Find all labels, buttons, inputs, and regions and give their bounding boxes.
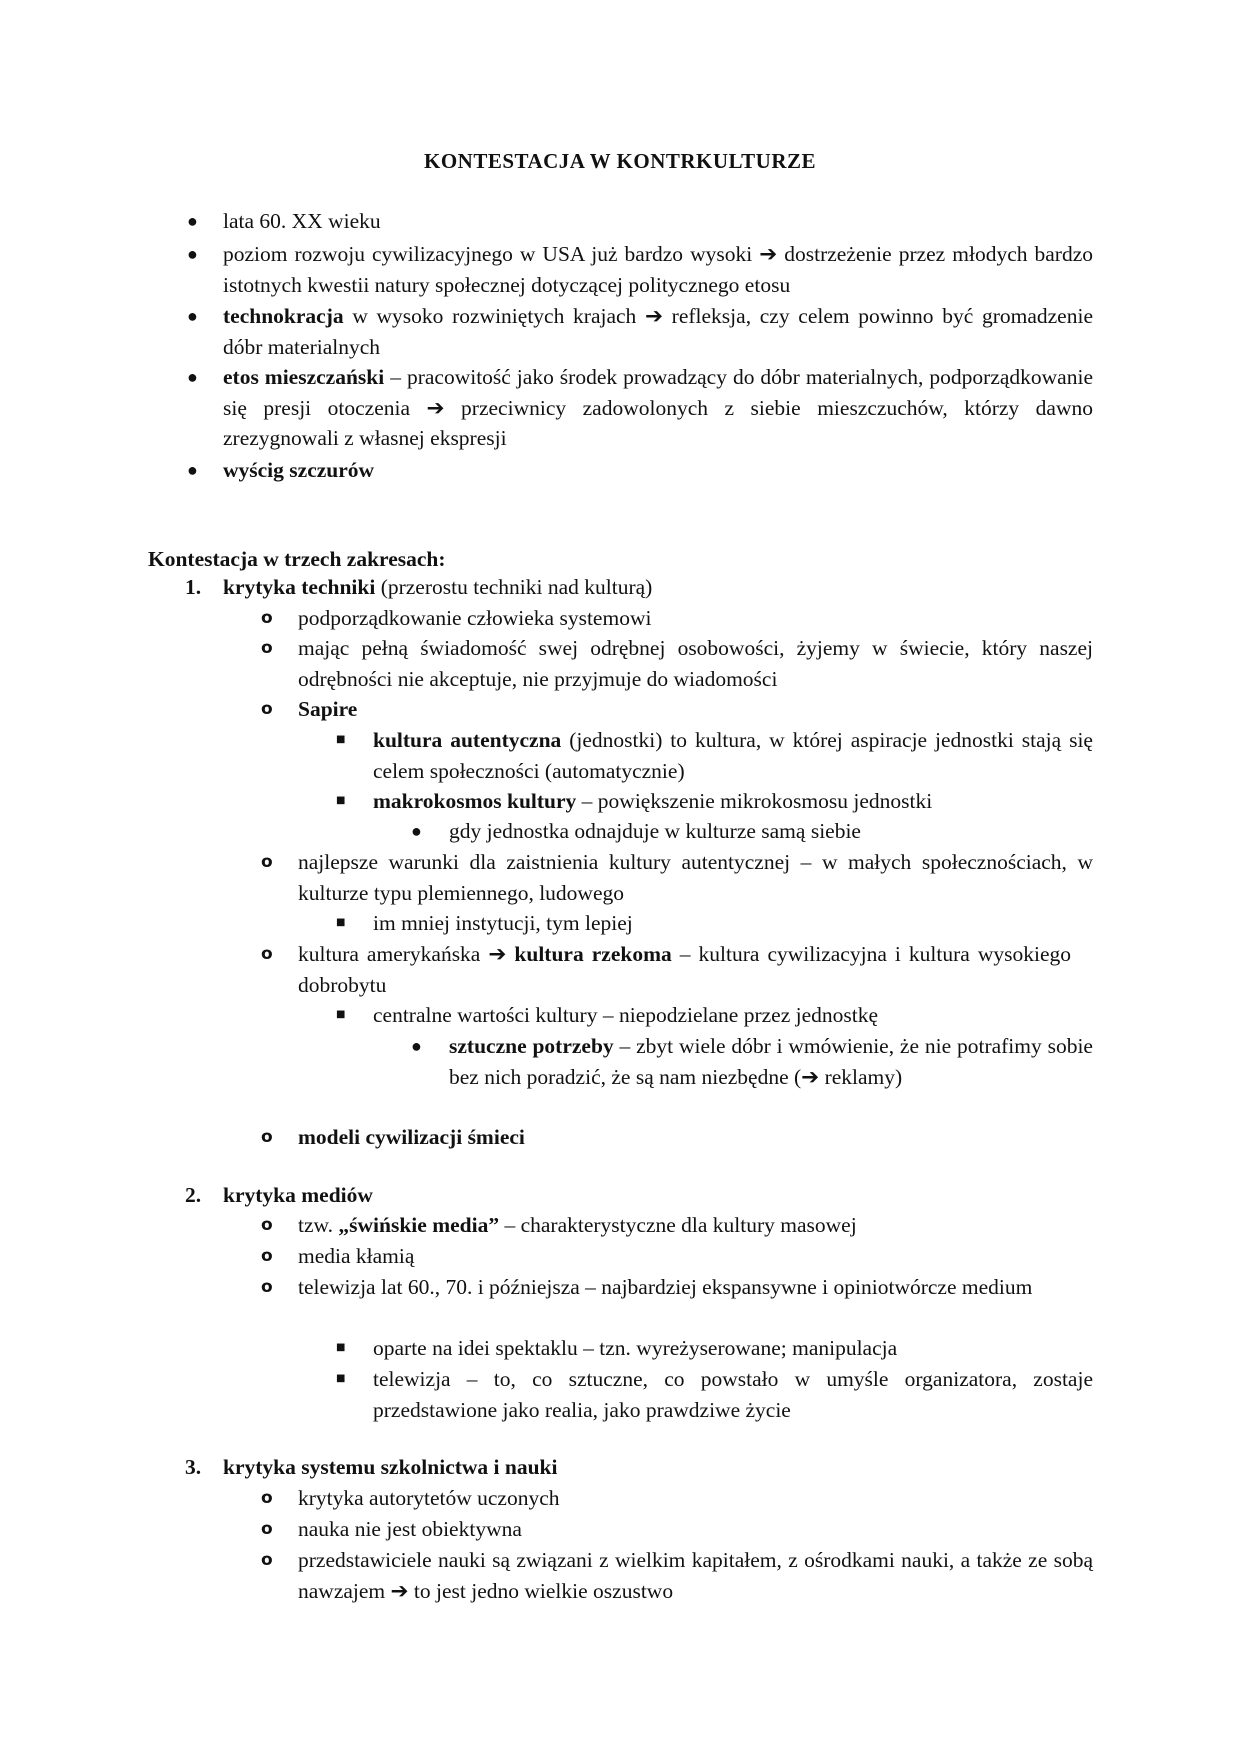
sapire-item-2-sub: gdy jednostka odnajduje w kulturze samą siebie [449,819,861,843]
bullet-circle: o [261,699,273,719]
bullet-circle: o [261,1488,273,1508]
intro-item-1: lata 60. XX wieku [223,209,381,233]
intro-item-2: poziom rozwoju cywilizacyjnego w USA już bardzo wysoki ➔ dostrzeżenie przez młodych bardzo istotnych kwestii natury społecznej dotyczącej politycznego etosu [223,242,1093,297]
s2-item-c-sub1: oparte na idei spektaklu – tzn. wyreżyserowane; manipulacja [373,1336,898,1360]
intro-item-5: wyścig szczurów [223,458,375,482]
bullet-circle: o [261,608,273,628]
page-title: KONTESTACJA W KONTRKULTURZE [424,149,816,173]
s1-item-d-subsub: sztuczne potrzeby – zbyt wiele dóbr i wmówienie, że nie potrafimy sobie bez nich poradzić, że są nam niezbędne (➔ reklamy) [449,1034,1093,1089]
sapire-item-2: makrokosmos kultury – powiększenie mikrokosmosu jednostki [373,789,933,813]
bullet-circle: o [261,638,273,658]
bullet-circle: o [261,1215,273,1235]
s1-item-d-sub: centralne wartości kultury – niepodzielane przez jednostkę [373,1003,879,1027]
bullet-disc: ● [187,244,198,264]
bullet-square: ■ [336,795,346,806]
s1-item-sapire: Sapire [298,697,358,721]
bullet-circle: o [261,1519,273,1539]
list-number: 2. [185,1183,202,1207]
bullet-disc: ● [187,460,198,480]
bullet-square: ■ [336,1373,346,1384]
section-1-title: krytyka techniki (przerostu techniki nad kulturą) [223,575,653,599]
section-heading: Kontestacja w trzech zakresach: [148,547,446,571]
s3-item-a: krytyka autorytetów uczonych [298,1486,560,1510]
bullet-square: ■ [336,1342,346,1353]
intro-item-3: technokracja w wysoko rozwiniętych krajach ➔ refleksja, czy celem powinno być gromadzenie dóbr materialnych [223,304,1093,359]
s2-item-c-sub2: telewizja – to, co sztuczne, co powstało w umyśle organizatora, zostaje przedstawione jako realia, jako prawdziwe życie [373,1367,1093,1422]
bullet-disc: ● [411,821,422,841]
list-number: 1. [185,575,202,599]
s1-item-c-sub: im mniej instytucji, tym lepiej [373,911,633,935]
section-2-title: krytyka mediów [223,1183,373,1207]
bullet-circle: o [261,852,273,872]
s1-item-b: mając pełną świadomość swej odrębnej osobowości, żyjemy w świecie, który naszej odrębności nie akceptuje, nie przyjmuje do wiadomości [298,636,1093,691]
s2-item-b: media kłamią [298,1244,415,1268]
bullet-disc: ● [187,211,198,231]
s3-item-b: nauka nie jest obiektywna [298,1517,522,1541]
bullet-circle: o [261,944,273,964]
s3-item-c: przedstawiciele nauki są związani z wielkim kapitałem, z ośrodkami nauki, a także ze sobą nawzajem ➔ to jest jedno wielkie oszustwo [298,1548,1093,1603]
s1-item-c: najlepsze warunki dla zaistnienia kultury autentycznej – w małych społecznościach, w kulturze typu plemiennego, ludowego [298,850,1093,905]
bullet-square: ■ [336,917,346,928]
intro-item-4: etos mieszczański – pracowitość jako środek prowadzący do dóbr materialnych, podporządkowanie się presji otoczenia ➔ przeciwnicy zadowolonych z siebie mieszczuchów, którzy dawno zrezygnowali z własnej ekspresji [223,365,1093,450]
bullet-circle: o [261,1127,273,1147]
bullet-circle: o [261,1550,273,1570]
s2-item-a: tzw. „świńskie media” – charakterystyczne dla kultury masowej [298,1213,857,1237]
bullet-circle: o [261,1246,273,1266]
bullet-circle: o [261,1277,273,1297]
list-number: 3. [185,1455,202,1479]
bullet-disc: ● [187,306,198,326]
bullet-disc: ● [411,1036,422,1056]
bullet-square: ■ [336,1009,346,1020]
s1-item-a: podporządkowanie człowieka systemowi [298,606,652,630]
section-3-title: krytyka systemu szkolnictwa i nauki [223,1455,558,1479]
s2-item-c: telewizja lat 60., 70. i późniejsza – najbardziej ekspansywne i opiniotwórcze medium [298,1275,1033,1299]
s1-item-e: modeli cywilizacji śmieci [298,1125,525,1149]
bullet-square: ■ [336,734,346,745]
s1-item-d: kultura amerykańska ➔ kultura rzekoma – kultura cywilizacyjna i kultura wysokiego dobrobytu [298,942,1071,997]
sapire-item-1: kultura autentyczna (jednostki) to kultura, w której aspiracje jednostki stają się celem społeczności (automatycznie) [373,728,1093,783]
bullet-disc: ● [187,367,198,387]
